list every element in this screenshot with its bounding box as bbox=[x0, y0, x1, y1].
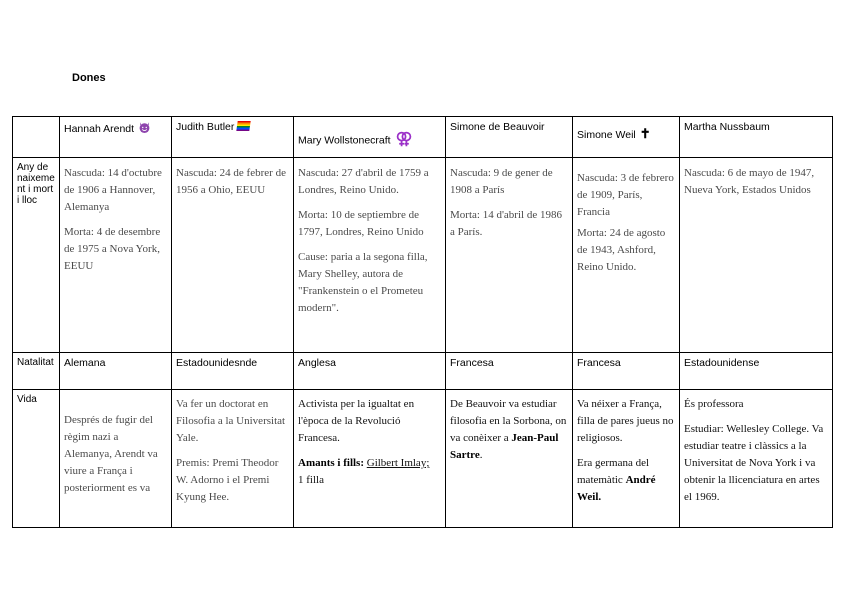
birth-beauvoir-died: Morta: 14 d'abril de 1986 a París. bbox=[450, 209, 562, 238]
birth-arendt bbox=[60, 158, 172, 353]
birth-arendt-born: Nascuda: 14 d'octubre de 1906 a Hannover, Alemanya bbox=[64, 167, 162, 213]
birth-nussbaum bbox=[680, 158, 833, 353]
life-wollstonecraft-activism: Activista per la igualtat en l'època de la Revolució Francesa. bbox=[298, 398, 415, 444]
life-beauvoir bbox=[446, 390, 573, 528]
life-beauvoir-period: . bbox=[479, 449, 483, 461]
header-wollstonecraft bbox=[294, 117, 446, 158]
header-nussbaum-label: Martha Nussbaum bbox=[684, 121, 770, 133]
header-row bbox=[13, 117, 833, 158]
header-weil-label: Simone Weil bbox=[577, 129, 636, 141]
nationality-row bbox=[13, 353, 833, 390]
women-table bbox=[12, 116, 833, 528]
life-row bbox=[13, 390, 833, 528]
birth-weil bbox=[573, 158, 680, 353]
row-label-birth: Any de naixement i mort i lloc bbox=[13, 158, 60, 353]
birth-beauvoir bbox=[446, 158, 573, 353]
life-arendt-text: Després de fugir del règim nazi a Alemanya, Arendt va viure a França i posteriorment es va bbox=[64, 414, 158, 494]
life-wollstonecraft-label: Amants i fills: bbox=[298, 457, 364, 469]
header-arendt-label: Hannah Arendt bbox=[64, 122, 135, 135]
birth-death-row bbox=[13, 158, 833, 353]
birth-butler-born: Nascuda: 24 de febrer de 1956 a Ohio, EEUU bbox=[176, 167, 286, 196]
life-butler-awards: Premis: Premi Theodor W. Adorno i el Premi Kyung Hee. bbox=[176, 457, 279, 503]
header-beauvoir bbox=[446, 117, 573, 158]
document-title: Dones bbox=[72, 72, 106, 84]
header-weil bbox=[573, 117, 680, 158]
life-wollstonecraft-lover: Gilbert Imlay; bbox=[366, 457, 430, 469]
header-nussbaum bbox=[680, 117, 833, 158]
life-nussbaum-role: És professora bbox=[684, 398, 744, 410]
nationality-beauvoir: Francesa bbox=[446, 353, 573, 390]
row-label-life: Vida bbox=[13, 390, 60, 528]
nationality-arendt: Alemana bbox=[60, 353, 172, 390]
rainbow-flag-icon bbox=[237, 121, 251, 131]
life-wollstonecraft-children: 1 filla bbox=[298, 474, 324, 486]
row-label-nationality: Natalitat bbox=[13, 353, 60, 390]
latin-cross-icon: ✝ bbox=[639, 126, 651, 141]
birth-weil-died: Morta: 24 de agosto de 1943, Ashford, Reino Unido. bbox=[577, 227, 666, 273]
header-beauvoir-label: Simone de Beauvoir bbox=[450, 121, 545, 133]
birth-nussbaum-born: Nascuda: 6 de mayo de 1947, Nueva York, Estados Unidos bbox=[684, 167, 815, 196]
nationality-wollstonecraft: Anglesa bbox=[294, 353, 446, 390]
birth-wollstonecraft-died: Morta: 10 de septiembre de 1797, Londres, Reino Unido bbox=[298, 209, 424, 238]
header-wollstonecraft-label: Mary Wollstonecraft bbox=[298, 134, 391, 147]
life-weil bbox=[573, 390, 680, 528]
nationality-nussbaum: Estadounidense bbox=[680, 353, 833, 390]
birth-beauvoir-born: Nascuda: 9 de gener de 1908 a París bbox=[450, 167, 553, 196]
birth-wollstonecraft bbox=[294, 158, 446, 353]
birth-arendt-died: Morta: 4 de desembre de 1975 a Nova York, EEUU bbox=[64, 226, 161, 272]
life-arendt bbox=[60, 390, 172, 528]
life-weil-andre: André Weil. bbox=[577, 474, 656, 503]
life-butler bbox=[172, 390, 294, 528]
life-butler-doctorate: Va fer un doctorat en Filosofia a la Universitat Yale. bbox=[176, 398, 286, 444]
life-beauvoir-sartre: Jean-Paul Sartre bbox=[450, 432, 559, 461]
header-arendt bbox=[60, 117, 172, 158]
header-butler-label: Judith Butler bbox=[176, 121, 235, 133]
header-butler bbox=[172, 117, 294, 158]
life-weil-birth: Va néixer a França, filla de pares jueus no religiosos. bbox=[577, 398, 674, 444]
life-nussbaum bbox=[680, 390, 833, 528]
smiling-devil-icon bbox=[138, 121, 151, 137]
birth-wollstonecraft-born: Nascuda: 27 d'abril de 1759 a Londres, Reino Unido. bbox=[298, 167, 429, 196]
life-nussbaum-studies: Estudiar: Wellesley College. Va estudiar teatre i clàssics a la Universitat de Nova York i va obtenir la llicenciatura en artes el 1969. bbox=[684, 423, 824, 503]
life-wollstonecraft bbox=[294, 390, 446, 528]
birth-butler bbox=[172, 158, 294, 353]
nationality-butler: Estadounidesnde bbox=[172, 353, 294, 390]
life-beauvoir-text: De Beauvoir va estudiar filosofia en la Sorbona, on va conèixer a bbox=[450, 398, 567, 444]
birth-weil-born: Nascuda: 3 de febrero de 1909, París, Francia bbox=[577, 172, 674, 218]
birth-wollstonecraft-cause: Cause: paria a la segona filla, Mary Shelley, autora de "Frankenstein o el Prometeu modern". bbox=[298, 251, 428, 314]
nationality-weil: Francesa bbox=[573, 353, 680, 390]
corner-cell bbox=[13, 117, 60, 158]
life-weil-sibling: Era germana del matemàtic bbox=[577, 457, 650, 486]
double-female-sign-icon bbox=[395, 131, 413, 150]
